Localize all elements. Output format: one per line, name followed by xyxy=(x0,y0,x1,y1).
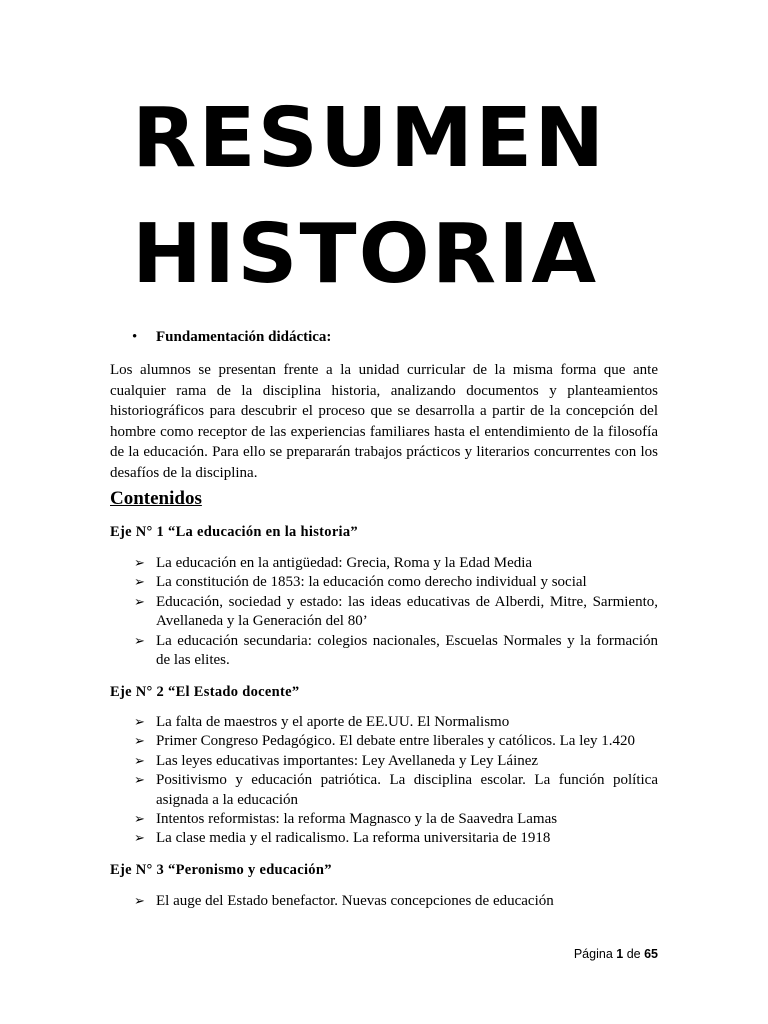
list-item-text: Positivismo y educación patriótica. La disciplina escolar. La función política asignada a la educación xyxy=(156,772,658,808)
list-item xyxy=(110,732,658,751)
title-line-1: RESUMEN xyxy=(132,91,607,186)
list-item xyxy=(110,892,658,911)
list-item-text: La constitución de 1853: la educación como derecho individual y social xyxy=(156,574,587,591)
eje-1-list xyxy=(110,554,658,670)
arrow-right-icon: ➢ xyxy=(134,734,145,750)
list-item xyxy=(110,713,658,732)
contenidos-heading: Contenidos xyxy=(110,488,202,509)
arrow-right-icon: ➢ xyxy=(134,773,145,789)
arrow-right-icon: ➢ xyxy=(134,894,145,909)
list-item-text: La educación secundaria: colegios nacionales, Escuelas Normales y la formación de las elites. xyxy=(156,632,658,669)
eje-3-list xyxy=(110,892,658,911)
list-item-text: La clase media y el radicalismo. La reforma universitaria de 1918 xyxy=(156,830,551,847)
list-item-text: La falta de maestros y el aporte de EE.UU. El Normalismo xyxy=(156,714,510,730)
list-item-text: Educación, sociedad y estado: las ideas educativas de Alberdi, Mitre, Sarmiento, Avellaneda y la Generación del 80’ xyxy=(156,593,658,630)
eje-2-list xyxy=(110,713,658,849)
fundamentacion-paragraph: Los alumnos se presentan frente a la unidad curricular de la misma forma que ante cualquier rama de la disciplina historia, analizando documentos y planteamientos historiográficos para descubrir el proceso que se desarrolla a partir de la concepción del hombre como receptor de las experiencias familiares hasta el entendimiento de la filosofía de la educación. Para ello se prepararán trabajos prácticos y literarios concurrentes con los desafíos de la disciplina. xyxy=(110,362,658,481)
arrow-right-icon: ➢ xyxy=(134,812,145,828)
bullet-dot-icon: • xyxy=(132,329,138,345)
list-item xyxy=(110,573,658,592)
arrow-right-icon: ➢ xyxy=(134,753,145,769)
page-sep: de xyxy=(626,947,641,961)
page-number xyxy=(574,947,658,961)
arrow-right-icon: ➢ xyxy=(134,575,145,591)
list-item-text: Intentos reformistas: la reforma Magnasco y la de Saavedra Lamas xyxy=(156,811,558,828)
list-item xyxy=(110,771,658,810)
arrow-right-icon: ➢ xyxy=(134,715,145,730)
fundamentacion-heading-text: Fundamentación didáctica: xyxy=(156,329,332,345)
arrow-right-icon: ➢ xyxy=(134,556,145,571)
arrow-right-icon: ➢ xyxy=(134,594,145,610)
eje-3-title: Eje N° 3 “Peronismo y educación” xyxy=(110,862,332,878)
eje-1-title: Eje N° 1 “La educación en la historia” xyxy=(110,524,358,540)
list-item-text: El auge del Estado benefactor. Nuevas concepciones de educación xyxy=(156,893,554,909)
title-line-2: HISTORIA xyxy=(132,207,599,302)
page-current: 1 xyxy=(616,947,624,961)
arrow-right-icon: ➢ xyxy=(134,633,145,649)
list-item xyxy=(110,593,658,632)
eje-2-title: Eje N° 2 “El Estado docente” xyxy=(110,684,300,700)
list-item-text: La educación en la antigüedad: Grecia, Roma y la Edad Media xyxy=(156,555,533,571)
list-item xyxy=(110,829,658,848)
list-item xyxy=(110,554,658,573)
list-item xyxy=(110,810,658,829)
list-item xyxy=(110,752,658,771)
arrow-right-icon: ➢ xyxy=(134,831,145,847)
list-item-text: Primer Congreso Pedagógico. El debate entre liberales y católicos. La ley 1.420 xyxy=(156,733,636,750)
fundamentacion-heading xyxy=(132,329,331,346)
page-total: 65 xyxy=(644,947,658,961)
page-label: Página xyxy=(573,947,613,961)
list-item xyxy=(110,632,658,671)
list-item-text: Las leyes educativas importantes: Ley Avellaneda y Ley Láinez xyxy=(156,752,539,769)
